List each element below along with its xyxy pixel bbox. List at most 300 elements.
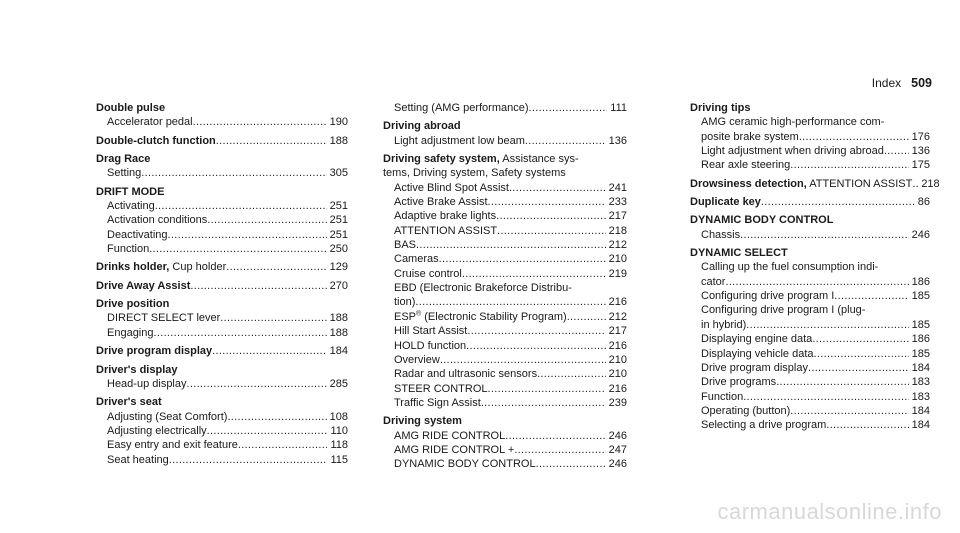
page-ref: 188 xyxy=(329,134,348,147)
subentry-label: Seat heating xyxy=(107,453,169,466)
dot-leader xyxy=(740,228,909,242)
index-entry xyxy=(96,279,348,293)
subentry-text xyxy=(394,295,415,309)
dot-leader xyxy=(790,158,908,172)
index-subentry xyxy=(96,424,348,438)
index-subentry xyxy=(690,303,930,317)
dot-leader xyxy=(812,332,908,346)
index-column-1 xyxy=(96,101,348,471)
subentry-label: Cruise control xyxy=(394,267,462,280)
index-subentry xyxy=(690,130,930,144)
subentry-label: AMG RIDE CONTROL xyxy=(394,429,506,442)
subentry-label: BAS xyxy=(394,239,417,252)
index-subentry xyxy=(383,295,627,309)
page-ref: 118 xyxy=(330,439,348,452)
index-subentry xyxy=(383,324,627,338)
page-ref: 184 xyxy=(911,419,930,432)
dot-leader xyxy=(884,144,909,158)
subentry-label: Head-up display xyxy=(107,377,187,390)
index-subentry xyxy=(690,275,930,289)
index-subentry xyxy=(690,115,930,129)
dot-leader xyxy=(187,377,327,391)
dot-leader xyxy=(439,252,606,266)
section-title: Index xyxy=(871,76,902,90)
index-heading-line xyxy=(96,363,348,377)
dot-leader xyxy=(834,289,908,303)
subentry-label: Displaying engine data xyxy=(701,333,813,346)
dot-leader xyxy=(776,375,908,389)
index-entry xyxy=(383,414,627,471)
subentry-text xyxy=(394,443,514,457)
subentry-text xyxy=(383,166,566,180)
index-subentry xyxy=(383,310,627,324)
dot-leader xyxy=(567,310,606,324)
index-heading-line xyxy=(383,119,627,133)
page-ref: 246 xyxy=(608,458,627,471)
index-subentry xyxy=(96,213,348,227)
page-ref: 190 xyxy=(329,116,348,129)
page-ref: 210 xyxy=(608,368,627,381)
see-also-reference: ATTENTION ASSIST xyxy=(806,177,913,190)
index-subentry xyxy=(383,181,627,195)
subentry-text xyxy=(394,310,567,324)
index-entry xyxy=(96,185,348,257)
index-heading-line xyxy=(96,344,348,358)
subentry-label: EBD (Electronic Brakeforce Distribu- xyxy=(394,282,572,295)
index-subentry xyxy=(690,228,930,242)
subentry-text xyxy=(107,326,154,340)
dot-leader xyxy=(537,367,606,381)
dot-leader xyxy=(467,324,605,338)
subentry-text xyxy=(394,382,488,396)
dot-leader xyxy=(790,404,908,418)
dot-leader xyxy=(149,242,326,256)
subentry-text xyxy=(701,347,814,361)
index-heading-text xyxy=(96,260,226,274)
index-heading-text xyxy=(383,119,461,133)
index-subentry xyxy=(383,457,627,471)
subentry-label: HOLD function xyxy=(394,339,467,352)
page-ref: 270 xyxy=(329,279,348,292)
subentry-text xyxy=(701,390,743,404)
page-ref: 183 xyxy=(911,390,930,403)
dot-leader xyxy=(207,213,326,227)
page-ref: 251 xyxy=(329,228,348,241)
index-heading-line xyxy=(690,177,940,191)
index-heading-text xyxy=(690,246,788,260)
index-subentry xyxy=(383,443,627,457)
page-ref: 210 xyxy=(608,353,627,366)
subentry-label: Drive program display xyxy=(701,361,808,374)
index-subentry xyxy=(383,209,627,223)
index-heading: Driving safety system, xyxy=(383,153,500,166)
subentry-label: tion) xyxy=(394,296,416,309)
page-ref: 186 xyxy=(911,333,930,346)
index-heading-line xyxy=(96,297,348,311)
page-ref: 184 xyxy=(911,361,930,374)
page-ref: 185 xyxy=(911,290,930,303)
index-heading: Drag Race xyxy=(96,153,151,166)
subentry-text xyxy=(394,429,505,443)
dot-leader xyxy=(826,418,908,432)
subentry-text xyxy=(107,199,155,213)
subentry-label: Engaging xyxy=(107,326,154,339)
index-subentry xyxy=(96,199,348,213)
subentry-text xyxy=(701,130,799,144)
dot-leader xyxy=(207,424,328,438)
page-ref: 188 xyxy=(329,312,348,325)
subentry-text xyxy=(394,281,572,295)
subentry-label: Light adjustment low beam xyxy=(394,134,525,147)
subentry-text xyxy=(394,252,439,266)
see-also-reference: Assistance sys- xyxy=(499,153,579,166)
subentry-label: STEER CONTROL xyxy=(394,382,488,395)
index-subentry xyxy=(383,224,627,238)
page-ref: 218 xyxy=(608,224,627,237)
index-subentry xyxy=(690,158,930,172)
index-heading-line xyxy=(690,213,930,227)
index-heading-text xyxy=(96,279,190,293)
subentry-label: Accelerator pedal xyxy=(107,116,193,129)
index-subentry xyxy=(383,134,627,148)
index-heading-line xyxy=(690,101,930,115)
index-heading-line xyxy=(96,279,348,293)
subentry-text xyxy=(107,377,187,391)
dot-leader xyxy=(141,166,326,180)
index-heading-text xyxy=(690,213,833,227)
index-column-2 xyxy=(383,101,627,476)
index-heading: Drive Away Assist xyxy=(96,279,191,292)
page-number: 509 xyxy=(911,76,932,90)
index-entry xyxy=(690,101,930,173)
index-heading: Driver's display xyxy=(96,363,178,376)
index-entry xyxy=(690,177,940,191)
index-subentry xyxy=(96,438,348,452)
subentry-text xyxy=(394,267,462,281)
index-heading: Double pulse xyxy=(96,102,166,114)
page-ref: 176 xyxy=(911,130,930,143)
subentry-label: tems, Driving system, Safety systems xyxy=(383,167,566,180)
index-heading-text xyxy=(96,297,169,311)
page-ref: 251 xyxy=(329,214,348,227)
subentry-label: Activation conditions xyxy=(107,214,208,227)
dot-leader xyxy=(169,453,328,467)
subentry-text xyxy=(107,213,207,227)
subentry-label: ESP xyxy=(394,310,417,323)
subentry-text xyxy=(701,144,884,158)
index-subentry xyxy=(383,101,627,115)
index-subentry xyxy=(690,418,930,432)
page-ref: 251 xyxy=(329,200,348,213)
dot-leader xyxy=(808,361,909,375)
subentry-text xyxy=(394,101,529,115)
dot-leader xyxy=(155,199,327,213)
index-heading: Driving system xyxy=(383,415,462,428)
subentry-text xyxy=(701,260,878,274)
dot-leader xyxy=(466,339,605,353)
subentry-label: Chassis xyxy=(701,228,741,241)
subentry-text xyxy=(701,115,884,129)
index-heading: Driving abroad xyxy=(383,120,461,133)
page-ref: 108 xyxy=(329,410,348,423)
index-heading-text xyxy=(96,363,178,377)
subentry-text xyxy=(701,303,865,317)
dot-leader xyxy=(220,311,326,325)
page-ref: 246 xyxy=(911,228,930,241)
subentry-text xyxy=(701,158,790,172)
subentry-label: Overview xyxy=(394,353,440,366)
subentry-label: Deactivating xyxy=(107,228,168,241)
index-subentry xyxy=(96,166,348,180)
index-heading-text xyxy=(690,195,761,209)
subentry-label: Radar and ultrasonic sensors xyxy=(394,368,538,381)
page-ref: 233 xyxy=(608,196,627,209)
index-heading-text xyxy=(96,152,150,166)
subentry-label: Rear axle steering xyxy=(701,159,791,172)
dot-leader xyxy=(481,396,606,410)
subentry-label: DIRECT SELECT lever xyxy=(107,312,221,325)
page-ref: 115 xyxy=(330,453,348,466)
index-entry xyxy=(383,119,627,148)
registered-mark: ® xyxy=(416,310,422,318)
subentry-text xyxy=(107,166,141,180)
index-heading: DYNAMIC SELECT xyxy=(690,247,788,260)
subentry-text xyxy=(394,353,440,367)
index-entry xyxy=(383,152,627,410)
dot-leader xyxy=(440,353,606,367)
index-heading-line xyxy=(383,414,627,428)
page-ref: 216 xyxy=(608,339,627,352)
index-heading: Driving tips xyxy=(690,102,751,114)
page-ref: 241 xyxy=(608,181,627,194)
dot-leader xyxy=(529,101,608,115)
dot-leader xyxy=(212,344,326,358)
subentry-label: Configuring drive program I (plug- xyxy=(701,304,866,317)
index-heading: Drowsiness detection, xyxy=(690,177,807,190)
index-subentry xyxy=(690,144,930,158)
index-entry xyxy=(96,363,348,392)
index-heading: Drive program display xyxy=(96,345,213,358)
subentry-text xyxy=(394,134,525,148)
index-subentry xyxy=(96,377,348,391)
index-heading-line xyxy=(96,152,348,166)
index-subentry xyxy=(690,289,930,303)
index-heading-text xyxy=(96,185,164,199)
subentry-text xyxy=(394,396,481,410)
index-heading: Drinks holder, xyxy=(96,261,170,274)
index-heading-line xyxy=(383,152,627,166)
index-heading: DYNAMIC BODY CONTROL xyxy=(690,214,834,227)
page-ref: 285 xyxy=(329,377,348,390)
index-heading-line xyxy=(690,195,930,209)
dot-leader xyxy=(154,326,327,340)
page-ref: 111 xyxy=(610,102,627,114)
dot-leader xyxy=(536,457,606,471)
index-entry xyxy=(690,213,930,242)
index-heading-text xyxy=(383,152,579,166)
dot-leader xyxy=(746,318,908,332)
page-ref: 188 xyxy=(329,326,348,339)
subentry-text xyxy=(107,311,220,325)
index-heading-text xyxy=(96,344,212,358)
dot-leader xyxy=(416,238,606,252)
see-also-reference: Cup holder xyxy=(169,261,227,274)
subentry-label: DYNAMIC BODY CONTROL xyxy=(394,458,536,471)
dot-leader xyxy=(190,279,326,293)
index-heading: Drive position xyxy=(96,298,170,311)
subentry-label: Adaptive brake lights xyxy=(394,210,497,223)
dot-leader xyxy=(227,410,326,424)
subentry-text xyxy=(701,228,740,242)
index-entry xyxy=(96,297,348,340)
page-ref: 136 xyxy=(608,134,627,147)
subentry-label: Cameras xyxy=(394,253,439,266)
page-ref: 184 xyxy=(329,345,348,358)
dot-leader xyxy=(743,390,908,404)
subentry-text xyxy=(394,195,488,209)
index-subentry xyxy=(690,361,930,375)
index-subentry xyxy=(690,347,930,361)
subentry-text xyxy=(107,242,149,256)
subentry-label: ATTENTION ASSIST xyxy=(394,224,498,237)
page-ref: 247 xyxy=(608,443,627,456)
index-subentry xyxy=(383,382,627,396)
index-subentry xyxy=(690,375,930,389)
page-ref: 110 xyxy=(330,424,348,437)
page-ref: 216 xyxy=(608,296,627,309)
subentry-text xyxy=(107,438,238,452)
index-subentry xyxy=(383,166,627,180)
index-heading-line xyxy=(96,134,348,148)
subentry-text xyxy=(701,418,826,432)
index-subentry xyxy=(383,353,627,367)
page-ref: 129 xyxy=(329,261,348,274)
dot-leader xyxy=(193,115,327,129)
index-subentry xyxy=(383,195,627,209)
page-ref: 246 xyxy=(608,429,627,442)
index-entry xyxy=(96,395,348,467)
subentry-label: Hill Start Assist xyxy=(394,325,468,338)
subentry-label: Selecting a drive program xyxy=(701,419,827,432)
page-ref: 217 xyxy=(608,210,627,223)
page-ref: 175 xyxy=(911,159,930,172)
dot-leader xyxy=(488,195,606,209)
index-heading-text xyxy=(96,101,165,115)
index-subentry xyxy=(690,390,930,404)
subentry-label: Adjusting (Seat Comfort) xyxy=(107,410,228,423)
index-heading-line xyxy=(96,101,348,115)
subentry-text xyxy=(394,324,467,338)
subentry-label: Function xyxy=(107,243,150,256)
page-ref: 184 xyxy=(911,404,930,417)
subentry-text xyxy=(394,209,496,223)
page-ref: 183 xyxy=(911,376,930,389)
index-heading: Driver's seat xyxy=(96,396,162,409)
subentry-label: Setting (AMG performance) xyxy=(394,102,529,114)
index-subentry xyxy=(383,429,627,443)
index-entry xyxy=(96,101,348,130)
dot-leader xyxy=(488,382,606,396)
index-subentry xyxy=(383,267,627,281)
subentry-text xyxy=(701,289,834,303)
index-subentry xyxy=(96,228,348,242)
page-ref: 216 xyxy=(608,382,627,395)
index-subentry xyxy=(690,260,930,274)
index-subentry xyxy=(383,281,627,295)
index-entry xyxy=(96,134,348,148)
index-subentry xyxy=(96,326,348,340)
index-heading-text xyxy=(383,414,462,428)
subentry-label: Easy entry and exit feature xyxy=(107,439,238,452)
subentry-label: Active Blind Spot Assist xyxy=(394,181,509,194)
subentry-label: Active Brake Assist xyxy=(394,196,488,209)
dot-leader xyxy=(497,224,606,238)
page-ref: 185 xyxy=(911,347,930,360)
index-subentry xyxy=(96,453,348,467)
subentry-text xyxy=(394,457,536,471)
dot-leader xyxy=(509,181,606,195)
subentry-text xyxy=(394,367,537,381)
subentry-text xyxy=(394,339,466,353)
page-ref: 217 xyxy=(608,325,627,338)
dot-leader xyxy=(505,429,605,443)
index-subentry xyxy=(96,410,348,424)
subentry-label: AMG ceramic high-performance com- xyxy=(701,116,885,129)
dot-leader xyxy=(799,130,909,144)
index-entry xyxy=(96,344,348,358)
index-heading-text xyxy=(690,101,751,115)
dot-leader xyxy=(238,438,328,452)
subentry-label: AMG RIDE CONTROL + xyxy=(394,443,515,456)
subentry-label: Drive programs xyxy=(701,376,777,389)
subentry-label: Activating xyxy=(107,200,155,213)
subentry-text xyxy=(701,332,812,346)
index-heading: Duplicate key xyxy=(690,196,761,209)
index-heading: DRIFT MODE xyxy=(96,185,165,198)
page-ref: 86 xyxy=(917,196,930,209)
index-heading-text xyxy=(96,395,162,409)
index-subentry xyxy=(96,115,348,129)
subentry-text xyxy=(107,424,207,438)
page-ref: 218 xyxy=(921,177,940,190)
subentry-label: Configuring drive program I xyxy=(701,290,835,303)
index-heading-line xyxy=(96,185,348,199)
index-entry xyxy=(690,246,930,432)
index-subentry xyxy=(383,396,627,410)
subentry-label: Light adjustment when driving abroad xyxy=(701,145,884,158)
dot-leader xyxy=(168,228,327,242)
subentry-label: Adjusting electrically xyxy=(107,424,207,437)
subentry-text xyxy=(107,410,227,424)
dot-leader xyxy=(514,443,605,457)
dot-leader xyxy=(761,195,915,209)
subentry-label: Setting xyxy=(107,167,142,180)
dot-leader xyxy=(216,134,327,148)
index-subentry xyxy=(383,339,627,353)
dot-leader xyxy=(462,267,606,281)
dot-leader xyxy=(725,275,908,289)
index-heading-line xyxy=(690,246,930,260)
subentry-text xyxy=(701,361,808,375)
subentry-text xyxy=(394,224,497,238)
subentry-text xyxy=(107,228,168,242)
index-subentry xyxy=(690,318,930,332)
page-ref: 185 xyxy=(911,318,930,331)
dot-leader xyxy=(496,209,606,223)
index-subentry xyxy=(690,332,930,346)
index-heading-line xyxy=(96,395,348,409)
index-column-3 xyxy=(690,101,940,437)
